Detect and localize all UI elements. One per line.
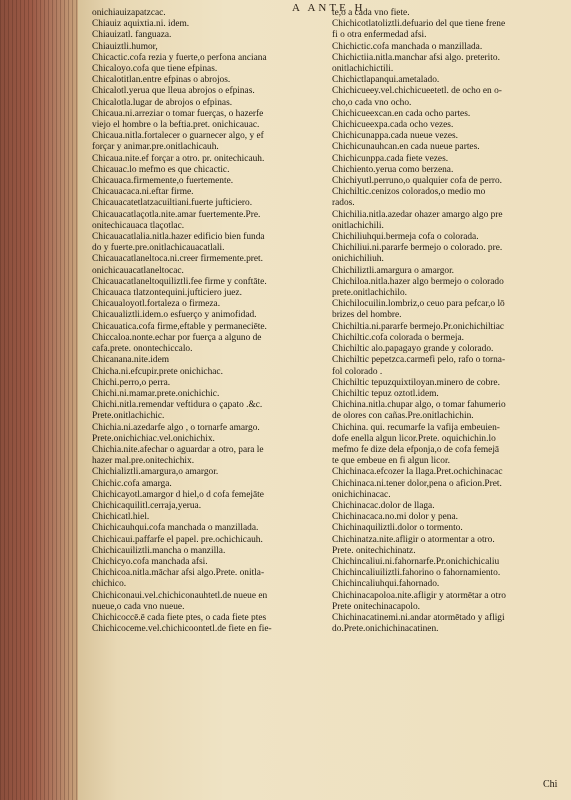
dictionary-entry-line: Prete onitechinacapolo. <box>332 601 420 612</box>
dictionary-entry-line: Chiccaloa.nonte.echar por fuerça a alguno de <box>92 332 262 343</box>
running-head: A ANTE H <box>292 2 366 14</box>
dictionary-entry-line: Chichicaui.paffarfe el papel. pre.ochichicauh. <box>92 534 263 545</box>
dictionary-entry-line: Chicauacatlalia.nitla.hazer edificio bien funda <box>92 232 265 243</box>
dictionary-entry-line: Chicalotl.yerua que lleua abrojos o efpinas. <box>92 86 255 97</box>
left-column <box>92 8 330 635</box>
dictionary-entry-line: Chichiconaui.vel.chichiconauhtetl.de nueue en <box>92 590 268 601</box>
dictionary-entry-line: Chicaua.nitla.fortalecer o guarnecer algo, y ef <box>92 131 264 142</box>
dictionary-entry-line: Chichictic.cofa manchada o manzillada. <box>332 41 483 52</box>
dictionary-entry-line: Chicauaca tlatzontequini.jufticiero juez. <box>92 288 242 299</box>
dictionary-entry-line: Chichiltic tepuzquixtiloyan.minero de cobre. <box>332 377 500 388</box>
dictionary-entry-line: Chiauiz aquixtia.ni. idem. <box>92 19 190 30</box>
dictionary-entry-line: Chichictiia.nitla.manchar afsi algo. preterito. <box>332 52 500 63</box>
dictionary-entry-line: Chicauacatetlatzacuiltiani.fuerte jufticiero. <box>92 198 253 209</box>
dictionary-entry-line: Chicaua.ni.arreziar o tomar fuerças, o hazerfe <box>92 108 264 119</box>
dictionary-entry-line: Chichicauhqui.cofa manchada o manzillada. <box>92 523 259 534</box>
dictionary-entry-line: Chichiento.yerua como berzena. <box>332 164 454 175</box>
dictionary-entry-line: forçar y animar.pre.onitlachicauh. <box>92 142 219 153</box>
dictionary-entry-line: fi o otra enfermedad afsi. <box>332 30 427 41</box>
dictionary-entry-line: Chicalotitlan.entre efpinas o abrojos. <box>92 75 231 86</box>
dictionary-entry-line: Chichina. qui. recumarfe la vafija embeuien- <box>332 422 500 433</box>
dictionary-entry-line: do y fuerte.pre.onitlachicauacatlali. <box>92 243 225 254</box>
dictionary-entry-line: Chicauacatlaneltoca.ni.creer firmemente.pret. <box>92 254 263 265</box>
dictionary-entry-line: Prete.onitlachichic. <box>92 411 165 422</box>
dictionary-entry-line: Chichicotlatoliztli.defuario del que tiene frene <box>332 19 506 30</box>
dictionary-entry-line: Chichicunappa.cada nueue vezes. <box>332 131 458 142</box>
dictionary-entry-line: Chicanana.nite.idem <box>92 355 170 366</box>
dictionary-entry-line: Chichinacac.dolor de llaga. <box>332 500 435 511</box>
dictionary-entry-line: Chichicunauhcan.en cada nueue partes. <box>332 142 480 153</box>
dictionary-entry-line: hazer mal.pre.onitechichix. <box>92 456 195 467</box>
dictionary-entry-line: Chichicyo.cofa manchada afsi. <box>92 556 208 567</box>
dictionary-entry-line: Chichiloa.nitla.hazer algo bermejo o colorado <box>332 276 504 287</box>
dictionary-entry-line: brizes del hombre. <box>332 310 402 321</box>
dictionary-entry-line: viejo el hombre o la beftia.pret. onichicauac. <box>92 120 260 131</box>
dictionary-entry-line: Chiauiztli.humor, <box>92 41 158 52</box>
right-column <box>332 8 571 635</box>
dictionary-entry-line: Chicaua.nite.ef forçar a otro. pr. onitechicauh. <box>92 153 265 164</box>
dictionary-entry-line: Chichicueexcan.en cada ocho partes. <box>332 108 471 119</box>
dictionary-entry-line: Chichia.nite.afechar o aguardar a otro, para le <box>92 444 264 455</box>
dictionary-entry-line: Chichializtli.amargura,o amargor. <box>92 467 219 478</box>
dictionary-entry-line: cafa.prete. onontechiccalo. <box>92 344 193 355</box>
dictionary-entry-line: Chichincaliuhqui.fahornado. <box>332 579 440 590</box>
dictionary-entry-line: Chichincaliuiliztli.fahorino o fahornamiento. <box>332 568 501 579</box>
dictionary-entry-line: Chichiltic.cofa colorada o bermeja. <box>332 332 464 343</box>
dictionary-entry-line: Chichincaliui.ni.fahornarfe.Pr.onichichicaliu <box>332 556 500 567</box>
dictionary-entry-line: Chichiliztli.amargura o amargor. <box>332 265 455 276</box>
dictionary-entry-line: Chichinacaca.no.mi dolor y pena. <box>332 512 458 523</box>
dictionary-entry-line: Chichicueexpa.cada ocho vezes. <box>332 120 454 131</box>
dictionary-entry-line: te que embeue en fi algun licor. <box>332 456 450 467</box>
dictionary-entry-line: Prete. onitechichinatz. <box>332 545 416 556</box>
dictionary-entry-line: fol colorado . <box>332 366 383 377</box>
dictionary-entry-line: Chichictlapanqui.ametalado. <box>332 75 440 86</box>
dictionary-entry-line: onitlachichili. <box>332 220 384 231</box>
dictionary-entry-line: Chichic.cofa amarga. <box>92 478 172 489</box>
dictionary-entry-line: Chicaloyo.cofa que tiene efpinas. <box>92 64 218 75</box>
dictionary-entry-line: Chicauaca.firmemente,o fuertemente. <box>92 176 234 187</box>
dictionary-entry-line: Chichiltic pepetzca.carmefi pelo, rafo o torna- <box>332 355 506 366</box>
dictionary-entry-line: Chichicoa.nitla.māchar afsi algo.Prete. onitla- <box>92 568 265 579</box>
dictionary-entry-line: Chiauizatl. fanguaza. <box>92 30 172 41</box>
dictionary-entry-line: Chicauacaca.ni.eftar firme. <box>92 187 194 198</box>
dictionary-entry-line: Chicauacatlaçotla.nite.amar fuertemente.Pre. <box>92 209 261 220</box>
dictionary-entry-line: Chicaualoyotl.fortaleza o firmeza. <box>92 299 221 310</box>
dictionary-entry-line: Chichicauiliztli.mancha o manzilla. <box>92 545 226 556</box>
dictionary-entry-line: Chichicueey.vel.chichicueetetl. de ocho en o- <box>332 86 502 97</box>
dictionary-entry-line: Chichi.ni.mamar.prete.onichichic. <box>92 388 220 399</box>
dictionary-entry-line: Chicha.ni.efcupir.prete onichichac. <box>92 366 223 377</box>
page-edge-texture <box>0 0 78 800</box>
dictionary-entry-line: onitechicauaca tlaçotlac. <box>92 220 185 231</box>
dictionary-entry-line: onichicauacatlaneltocac. <box>92 265 184 276</box>
dictionary-entry-line: Chichiliuhqui.bermeja cofa o colorada. <box>332 232 479 243</box>
dictionary-entry-line: Chichiltia.ni.pararfe bermejo.Pr.onichichiltiac <box>332 321 505 332</box>
dictionary-entry-line: Chichiltic.cenizos colorados,o medio mo <box>332 187 486 198</box>
dictionary-entry-line: Chichina.nitla.chupar algo, o tomar fahumerio <box>332 400 506 411</box>
dictionary-entry-line: Chichicaquilitl.cerraja,yerua. <box>92 500 202 511</box>
dictionary-entry-line: Chichiltic alo.papagayo grande y colorado. <box>332 344 494 355</box>
dictionary-entry-line: Chichicayotl.amargor d hiel,o d cofa femejāte <box>92 489 264 500</box>
dictionary-entry-line: Chicauac.lo mefmo es que chicactic. <box>92 164 230 175</box>
dictionary-entry-line: Chichicatl.hiel. <box>92 512 150 523</box>
dictionary-entry-line: Chichiyutl.perruno,o qualquier cofa de perro. <box>332 176 502 187</box>
dictionary-entry-line: de olores con cañas.Pre.onitlachichin. <box>332 411 474 422</box>
dictionary-entry-line: Chicaualiztli.idem.o esfuerço y animofidad. <box>92 310 257 321</box>
dictionary-entry-line: onichichinacac. <box>332 489 391 500</box>
dictionary-entry-line: onichichiliuh. <box>332 254 384 265</box>
catchword: Chi <box>543 779 558 790</box>
dictionary-entry-line: Chichicoccē.ē cada fiete ptes, o cada fiete ptes <box>92 612 267 623</box>
dictionary-entry-line: Chichilia.nitla.azedar ohazer amargo algo pre <box>332 209 503 220</box>
dictionary-entry-line: do.Prete.onichichinacatinen. <box>332 624 439 635</box>
dictionary-entry-line: prete.onitlachichilo. <box>332 288 407 299</box>
dictionary-entry-line: Chichi.perro,o perra. <box>92 377 171 388</box>
dictionary-entry-line: Chichiltic tepuz oztotl.idem. <box>332 388 439 399</box>
dictionary-entry-line: Chichicunppa.cada fiete vezes. <box>332 153 449 164</box>
dictionary-entry-line: Chicauacatlaneltoquiliztli.fee firme y conftāte. <box>92 276 267 287</box>
dictionary-entry-line: Chichiliui.ni.pararfe bermejo o colorado. pre. <box>332 243 503 254</box>
dictionary-entry-line: Chicactic.cofa rezia y fuerte,o perfona anciana <box>92 52 267 63</box>
dictionary-entry-line: Prete.onichichiac.vel.onichichix. <box>92 433 215 444</box>
dictionary-entry-line: onitlachichictili. <box>332 64 394 75</box>
dictionary-entry-line: Chichinaquiliztli.dolor o tormento. <box>332 523 463 534</box>
dictionary-entry-line: Chicauatica.cofa firme,eftable y permaneciēte. <box>92 321 267 332</box>
dictionary-entry-line: Chichinacapoloa.nite.afligir y atormētar a otro <box>332 590 506 601</box>
dictionary-entry-line: onichiauizapatzcac. <box>92 8 166 18</box>
dictionary-entry-line: cho,o cada vno ocho. <box>332 97 412 108</box>
dictionary-entry-line: Chichilocuilin.lombriz,o ceuo para pefcar,o lō <box>332 299 505 310</box>
dictionary-entry-line: Chichia.ni.azedarfe algo , o tornarfe amargo. <box>92 422 260 433</box>
dictionary-entry-line: Chichinaca.efcozer la llaga.Pret.ochichinacac <box>332 467 503 478</box>
dictionary-entry-line: Chichinacatinemi.ni.andar atormētado y afligi <box>332 612 505 623</box>
dictionary-entry-line: Chichinatza.nite.afligir o atormentar a otro. <box>332 534 495 545</box>
dictionary-entry-line: nueue,o cada vno nueue. <box>92 601 185 612</box>
dictionary-entry-line: Chichinaca.ni.tener dolor,pena o aficion.Pret. <box>332 478 502 489</box>
dictionary-entry-line: Chichi.nitla.remendar veftidura o çapato .&c. <box>92 400 263 411</box>
dictionary-entry-line: rados. <box>332 198 355 209</box>
dictionary-entry-line: mefmo fe dize dela efponja,o de cofa femejā <box>332 444 500 455</box>
dictionary-entry-line: te,o a cada vno fiete. <box>332 8 410 18</box>
dictionary-entry-line: dofe enella algun licor.Prete. oquichichin.lo <box>332 433 496 444</box>
dictionary-entry-line: Chicalotla.lugar de abrojos o efpinas. <box>92 97 233 108</box>
dictionary-entry-line: Chichicoceme.vel.chichicoontetl.de fiete en fie- <box>92 624 272 635</box>
dictionary-entry-line: chichico. <box>92 579 127 590</box>
